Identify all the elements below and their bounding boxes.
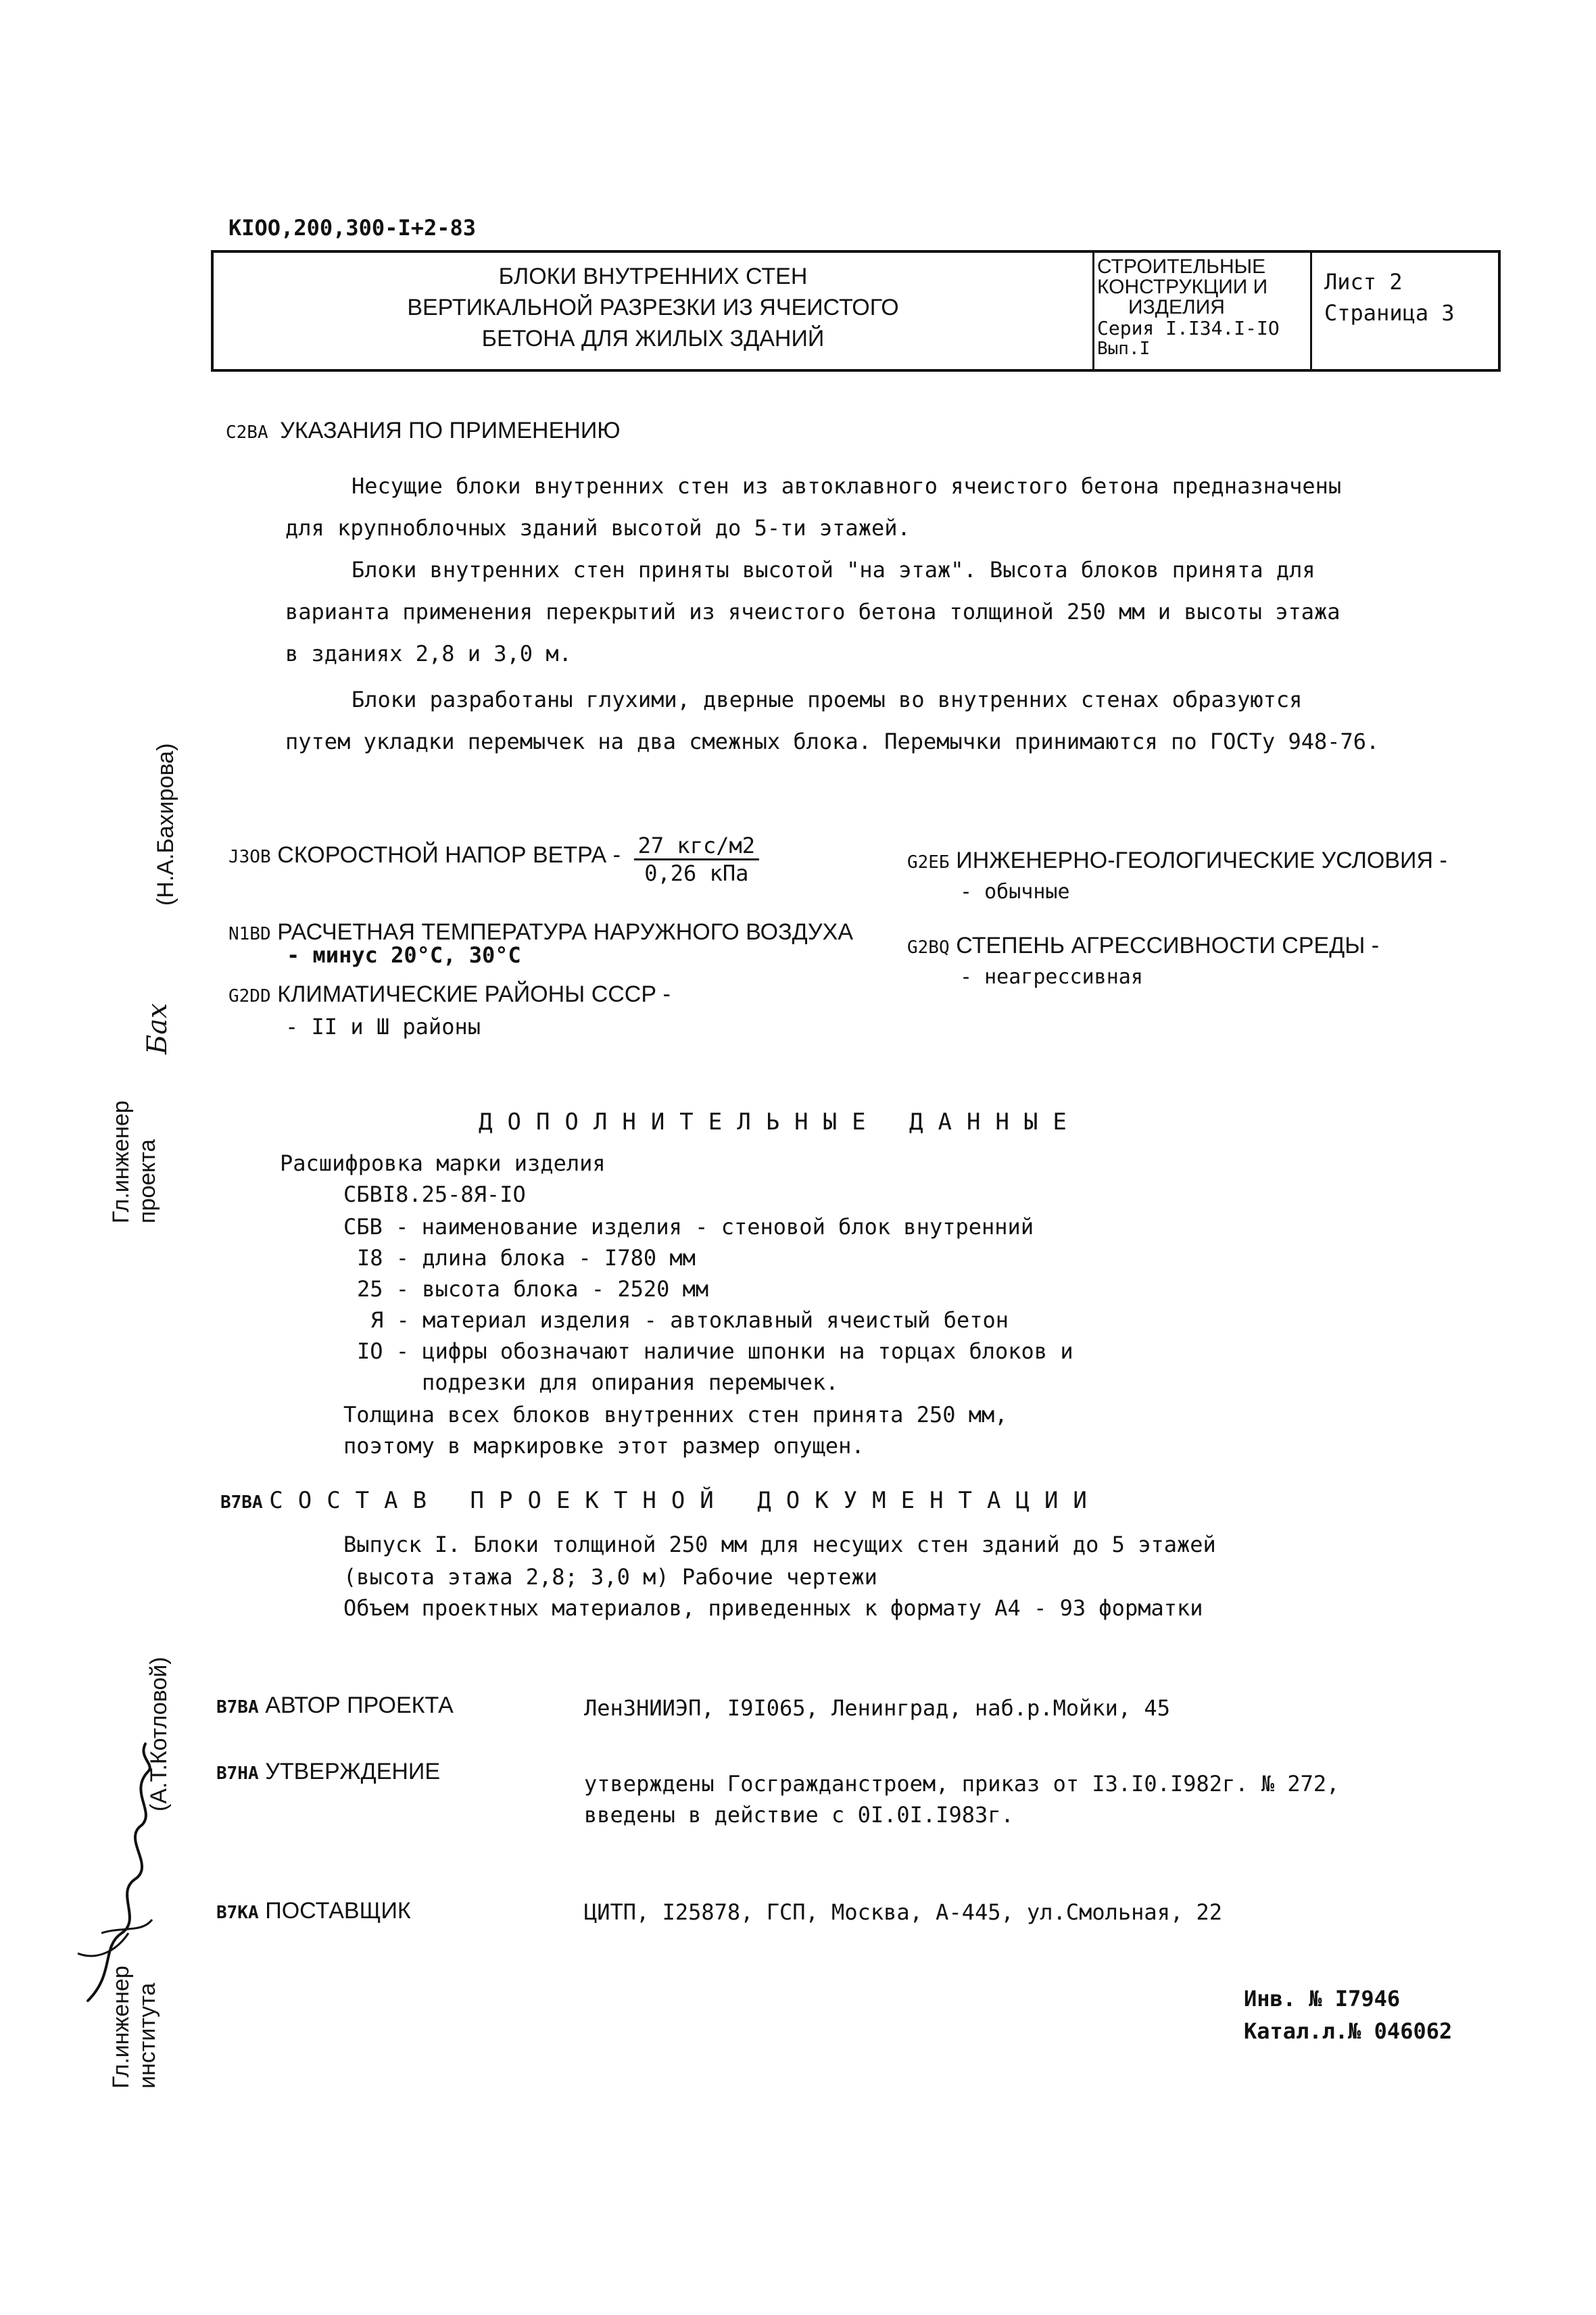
aggressiveness — [907, 933, 1379, 959]
header-sheet-cell — [1310, 253, 1498, 369]
geology-conditions — [907, 848, 1447, 874]
mark-decoding-heading: Расшифровка марки изделия — [280, 1150, 606, 1176]
condition-code: G2DD — [228, 986, 271, 1006]
mark-item: подрезки для опирания перемычек. — [422, 1369, 839, 1395]
mark-item: 25 - высота блока - 2520 мм — [357, 1276, 709, 1302]
section-code: В7ВА — [220, 1492, 263, 1513]
application-line: Блоки внутренних стен приняты высотой "на этаж". Высота блоков принята для — [352, 557, 1315, 583]
header-title-line: БЕТОНА ДЛЯ ЖИЛЫХ ЗДАНИЙ — [481, 326, 825, 351]
wind-numerator: 27 кгс/м2 — [634, 833, 759, 860]
chief-institute-signature — [74, 1730, 162, 2014]
inventory-number: Инв. № I7946 — [1244, 1986, 1401, 2012]
page-number: Страница 3 — [1324, 300, 1455, 326]
mark-item: СБВ - наименование изделия - стеновой блок внутренний — [343, 1214, 1034, 1240]
product-mark: СБВI8.25-8Я-IO — [343, 1181, 526, 1207]
condition-value: - неагрессивная — [960, 965, 1143, 989]
section-title: ПОСТАВЩИК — [265, 1898, 411, 1924]
series-issue: Вып.I — [1097, 339, 1151, 359]
author-value: ЛенЗНИИЭП, I9I065, Ленинград, наб.р.Мойки, 45 — [584, 1695, 1170, 1721]
condition-value: - минус 20°С, 30°С — [287, 942, 521, 968]
application-line: варианта применения перекрытий из ячеистого бетона толщиной 250 мм и высоты этажа — [285, 599, 1340, 625]
climate-regions — [228, 981, 671, 1008]
header-title-cell — [214, 253, 1092, 369]
condition-label: КЛИМАТИЧЕСКИЕ РАЙОНЫ СССР - — [277, 981, 671, 1007]
approval-line: введены в действие с 0I.0I.I983г. — [584, 1802, 1014, 1828]
condition-label: РАСЧЕТНАЯ ТЕМПЕРАТУРА НАРУЖНОГО ВОЗДУХА — [277, 919, 854, 945]
mark-item: Я - материал изделия - автоклавный ячеистый бетон — [370, 1307, 1009, 1333]
signature-role-line: Гл.инженер — [108, 1100, 134, 1223]
wind-fraction — [634, 833, 759, 886]
application-line: в зданиях 2,8 и 3,0 м. — [285, 641, 572, 666]
condition-label: ИНЖЕНЕРНО-ГЕОЛОГИЧЕСКИЕ УСЛОВИЯ - — [956, 848, 1447, 873]
author-label — [216, 1692, 454, 1719]
section-code: В7КА — [216, 1903, 259, 1923]
chief-project-engineer-name: (Н.А.Бахирова) — [153, 743, 178, 906]
condition-value: - II и Ш районы — [285, 1014, 481, 1040]
header-title-line: ВЕРТИКАЛЬНОЙ РАЗРЕЗКИ ИЗ ЯЧЕИСТОГО — [407, 295, 899, 320]
document-code: КIOO,200,300-I+2-83 — [228, 215, 477, 241]
condition-code: G2ЕБ — [907, 852, 950, 873]
composition-heading — [220, 1487, 1102, 1514]
condition-label: СТЕПЕНЬ АГРЕССИВНОСТИ СРЕДЫ - — [956, 933, 1380, 958]
application-heading — [226, 418, 621, 444]
signature-role-line: института — [135, 1982, 160, 2089]
supplier-label — [216, 1898, 411, 1924]
condition-value: - обычные — [960, 880, 1070, 904]
condition-label: СКОРОСТНОЙ НАПОР ВЕТРА - — [277, 842, 621, 868]
additional-heading: ДОПОЛНИТЕЛЬНЫЕ ДАННЫЕ — [479, 1108, 1082, 1136]
condition-code: J3ОВ — [228, 847, 271, 867]
section-code: В7ВА — [216, 1697, 259, 1717]
thickness-note: поэтому в маркировке этот размер опущен. — [343, 1433, 865, 1459]
chief-project-signature: Бах — [142, 1003, 173, 1054]
section-code: В7НА — [216, 1763, 259, 1784]
section-title: СОСТАВ ПРОЕКТНОЙ ДОКУМЕНТАЦИИ — [269, 1487, 1102, 1514]
composition-line: (высота этажа 2,8; 3,0 м) Рабочие чертежи — [343, 1564, 877, 1590]
thickness-note: Толщина всех блоков внутренних стен принята 250 мм, — [343, 1402, 1008, 1428]
application-line: для крупноблочных зданий высотой до 5-ти этажей. — [285, 515, 911, 541]
header-table — [211, 250, 1501, 372]
application-line: Несущие блоки внутренних стен из автоклавного ячеистого бетона предназначены — [352, 473, 1342, 499]
application-line: Блоки разработаны глухими, дверные проемы во внутренних стенах образуются — [352, 687, 1303, 712]
wind-pressure — [228, 833, 759, 886]
chief-project-engineer-label — [108, 1100, 161, 1223]
composition-line: Выпуск I. Блоки толщиной 250 мм для несущих стен зданий до 5 этажей — [343, 1532, 1216, 1557]
application-line: путем укладки перемычек на два смежных блока. Перемычки принимаются по ГОСТу 948-76. — [285, 729, 1380, 754]
series-number: Серия I.I34.I-IO — [1097, 317, 1280, 339]
series-line: СТРОИТЕЛЬНЫЕ — [1097, 255, 1266, 278]
approval-label — [216, 1759, 440, 1785]
catalog-number: Катал.л.№ 046062 — [1244, 2018, 1453, 2044]
mark-item: IO - цифры обозначают наличие шпонки на торцах блоков и — [357, 1338, 1073, 1364]
condition-code: N1ВD — [228, 924, 271, 944]
section-title: УТВЕРЖДЕНИЕ — [265, 1759, 441, 1784]
header-title-line: БЛОКИ ВНУТРЕННИХ СТЕН — [498, 264, 808, 289]
sheet-number: Лист 2 — [1324, 269, 1403, 295]
supplier-value: ЦИТП, I25878, ГСП, Москва, А-445, ул.Смольная, 22 — [584, 1899, 1223, 1925]
signature-role-line: проекта — [135, 1139, 160, 1223]
section-code: С2ВА — [226, 422, 268, 443]
condition-code: G2BQ — [907, 937, 950, 958]
chief-institute-engineer-name: (А.Т.Котловой) — [146, 1657, 172, 1811]
series-line: КОНСТРУКЦИИ И — [1097, 276, 1268, 298]
signature-role-line: Гл.инженер — [108, 1966, 134, 2089]
composition-line: Объем проектных материалов, приведенных к формату А4 - 93 форматки — [343, 1595, 1203, 1621]
wind-denominator: 0,26 кПа — [644, 860, 749, 886]
approval-line: утверждены Госгражданстроем, приказ от I3.I0.I982г. № 272, — [584, 1771, 1340, 1797]
section-title: УКАЗАНИЯ ПО ПРИМЕНЕНИЮ — [280, 418, 621, 443]
mark-item: I8 - длина блока - I780 мм — [357, 1245, 696, 1271]
series-line: ИЗДЕЛИЯ — [1128, 296, 1225, 318]
section-title: АВТОР ПРОЕКТА — [265, 1692, 454, 1718]
